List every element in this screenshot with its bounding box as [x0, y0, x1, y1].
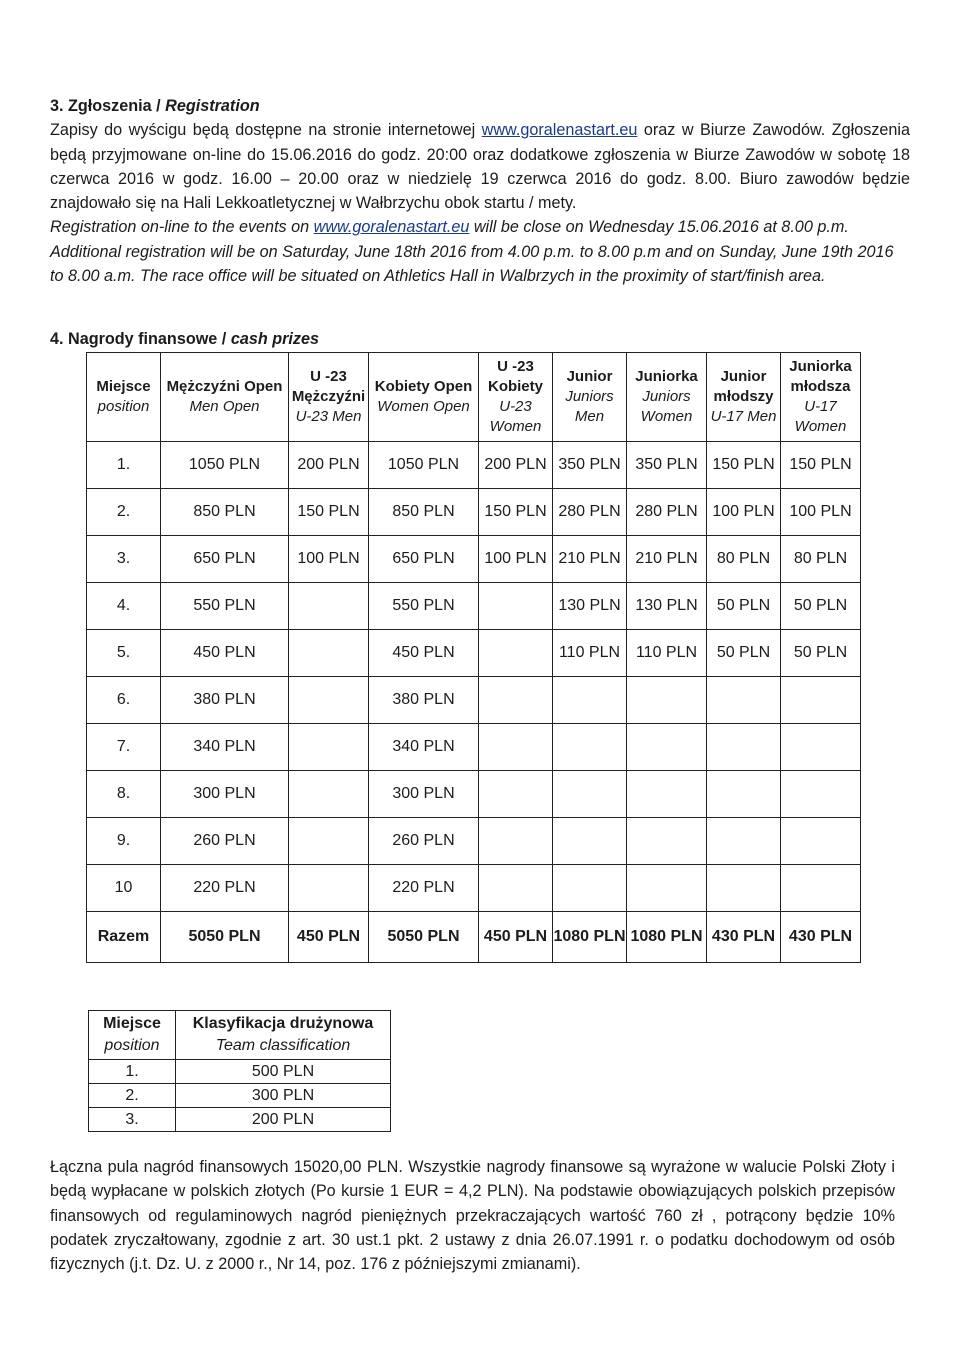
position-cell: 8.: [87, 771, 161, 818]
prize-cell: 550 PLN: [369, 583, 479, 630]
table-row: [87, 771, 861, 818]
team-row: [89, 1084, 391, 1108]
total-cell: 5050 PLN: [369, 912, 479, 963]
en-text-2: will be close on Wednesday 15.06.2016 at 8.00 p.m. Additional registration will be on Saturday, June 18th 2016 from 4.00 p.m. to 8.00 p.m and on Sunday, June 19th 2016 to 8.00 a.m. The race office will be situated on Athletics Hall in Walbrzych in the proximity of start/finish area.: [50, 218, 894, 286]
prize-cell: 260 PLN: [369, 818, 479, 865]
total-cell: 430 PLN: [781, 912, 861, 963]
prize-cell: [627, 865, 707, 912]
position-cell: 4.: [87, 583, 161, 630]
team-column-header: [176, 1011, 391, 1060]
cash-prizes-table: [86, 352, 861, 963]
column-header-en: U-17 Men: [710, 408, 777, 425]
position-cell: 5.: [87, 630, 161, 677]
position-cell: 1.: [87, 442, 161, 489]
registration-paragraph-pl: [50, 118, 910, 215]
prize-cell: 260 PLN: [161, 818, 289, 865]
team-position-cell: 1.: [89, 1060, 176, 1084]
prize-cell: [479, 630, 553, 677]
total-cell: 450 PLN: [479, 912, 553, 963]
prize-cell: [479, 677, 553, 724]
prize-cell: [627, 724, 707, 771]
position-cell: 10: [87, 865, 161, 912]
position-cell: 2.: [87, 489, 161, 536]
column-header-en: U-23 Women: [489, 398, 542, 435]
column-header-pl: U -23 Kobiety: [487, 358, 543, 395]
prize-cell: 850 PLN: [161, 489, 289, 536]
prize-cell: 100 PLN: [289, 536, 369, 583]
prize-cell: [627, 818, 707, 865]
prize-cell: 850 PLN: [369, 489, 479, 536]
team-row: [89, 1060, 391, 1084]
section-prizes-heading: [50, 330, 319, 349]
prize-cell: 1050 PLN: [161, 442, 289, 489]
column-header-en: U-23 Men: [295, 408, 362, 425]
prize-cell: [781, 677, 861, 724]
prize-cell: 380 PLN: [369, 677, 479, 724]
prize-cell: [553, 818, 627, 865]
column-header-en: Women Open: [377, 398, 470, 415]
prize-cell: [781, 865, 861, 912]
prize-cell: 450 PLN: [161, 630, 289, 677]
total-cell: 1080 PLN: [553, 912, 627, 963]
column-header: [87, 353, 161, 442]
prize-cell: 280 PLN: [553, 489, 627, 536]
section-registration-heading: [50, 94, 910, 118]
prize-cell: [553, 677, 627, 724]
column-header: [289, 353, 369, 442]
prize-cell: 340 PLN: [161, 724, 289, 771]
prize-pool-note: Łączna pula nagród finansowych 15020,00 PLN. Wszystkie nagrody finansowe są wyrażone w walucie Polski Złoty i będą wypłacane w polskich złotych (Po kursie 1 EUR = 4,2 PLN). Na podstawie obowiązujących polskich przepisów finansowych od regulaminowych nagród pieniężnych przekraczających wartość 760 zł , potrącony będzie 10% podatek zryczałtowany, zgodnie z art. 30 ust.1 pkt. 2 ustawy z dnia 26.07.1991 r. o podatku dochodowym od osób fizycznych (j.t. Dz. U. z 2000 r., Nr 14, poz. 176 z późniejszymi zmianami).: [50, 1158, 895, 1274]
table-row: [87, 818, 861, 865]
prize-cell: [781, 724, 861, 771]
team-row: [89, 1108, 391, 1132]
total-cell: 1080 PLN: [627, 912, 707, 963]
prize-cell: 350 PLN: [553, 442, 627, 489]
column-header-pl: Kobiety Open: [374, 378, 473, 395]
total-cell: 5050 PLN: [161, 912, 289, 963]
team-prize-cell: 200 PLN: [176, 1108, 391, 1132]
prize-cell: 110 PLN: [553, 630, 627, 677]
table-row: [87, 865, 861, 912]
pl-text-2: oraz w Biurze Zawodów. Zgłoszenia będą przyjmowane on-line do 15.06.2016 do godz. 20:00 oraz dodatkowe zgłoszenia w Biurze Zawodów w sobotę 18 czerwca 2016 w godz. 16.00 – 20.00 oraz w niedzielę 19 czerwca 2016 do godz. 8.00. Biuro zawodów będzie znajdowało się na Hali Lekkoatletycznej w Wałbrzychu obok startu / mety.: [50, 121, 911, 213]
prize-cell: 210 PLN: [627, 536, 707, 583]
prize-cell: 130 PLN: [553, 583, 627, 630]
column-header-en: position: [97, 398, 150, 415]
prize-cell: 340 PLN: [369, 724, 479, 771]
column-header-pl: Junior: [566, 368, 613, 385]
team-header-en: position: [104, 1037, 160, 1054]
prize-cell: [553, 865, 627, 912]
column-header-pl: Juniorka: [635, 368, 698, 385]
position-cell: 7.: [87, 724, 161, 771]
prize-cell: [479, 771, 553, 818]
team-header-pl: Miejsce: [103, 1015, 161, 1032]
prize-cell: 100 PLN: [479, 536, 553, 583]
pl-text-1: Zapisy do wyścigu będą dostępne na stronie internetowej: [50, 121, 476, 140]
column-header-pl: U -23 Mężczyźni: [291, 368, 366, 405]
table-row: [87, 489, 861, 536]
prize-cell: 150 PLN: [289, 489, 369, 536]
column-header-en: Juniors Men: [565, 388, 614, 425]
prize-cell: 280 PLN: [627, 489, 707, 536]
prize-cell: 220 PLN: [369, 865, 479, 912]
prize-cell: [553, 771, 627, 818]
prize-cell: [707, 865, 781, 912]
prize-cell: 650 PLN: [161, 536, 289, 583]
prize-cell: 200 PLN: [479, 442, 553, 489]
prize-cell: 150 PLN: [781, 442, 861, 489]
column-header-pl: Junior młodszy: [713, 368, 774, 405]
prize-cell: 130 PLN: [627, 583, 707, 630]
heading-pl: 3. Zgłoszenia /: [50, 97, 161, 115]
prize-cell: 210 PLN: [553, 536, 627, 583]
table-row: [87, 724, 861, 771]
prize-cell: [553, 724, 627, 771]
column-header: [479, 353, 553, 442]
team-header-pl: Klasyfikacja drużynowa: [192, 1015, 374, 1032]
table-row: [87, 583, 861, 630]
table-row: [87, 677, 861, 724]
column-header-en: Men Open: [189, 398, 260, 415]
table-header-row: [87, 353, 861, 442]
registration-paragraph-en: [50, 215, 910, 288]
prize-cell: 100 PLN: [781, 489, 861, 536]
team-position-cell: 3.: [89, 1108, 176, 1132]
heading-en: Registration: [165, 97, 260, 115]
table-row: [87, 630, 861, 677]
team-position-cell: 2.: [89, 1084, 176, 1108]
column-header: [161, 353, 289, 442]
column-header: [707, 353, 781, 442]
prize-cell: [781, 771, 861, 818]
prize-cell: 380 PLN: [161, 677, 289, 724]
total-label: Razem: [87, 912, 161, 963]
position-cell: 3.: [87, 536, 161, 583]
table-row: [87, 442, 861, 489]
team-header-row: [89, 1011, 391, 1060]
prize-cell: 110 PLN: [627, 630, 707, 677]
prize-cell: [289, 677, 369, 724]
prize-cell: 150 PLN: [479, 489, 553, 536]
prize-cell: [781, 818, 861, 865]
prize-cell: 150 PLN: [707, 442, 781, 489]
prize-cell: 450 PLN: [369, 630, 479, 677]
prize-cell: 50 PLN: [707, 583, 781, 630]
position-cell: 6.: [87, 677, 161, 724]
prize-cell: 1050 PLN: [369, 442, 479, 489]
column-header-en: U-17 Women: [794, 398, 847, 435]
prizes-heading-pl: 4. Nagrody finansowe /: [50, 330, 227, 348]
prize-cell: 300 PLN: [369, 771, 479, 818]
prize-cell: 350 PLN: [627, 442, 707, 489]
prize-cell: 300 PLN: [161, 771, 289, 818]
website-link-en[interactable]: www.goralenastart.eu: [313, 218, 470, 237]
prize-cell: [707, 677, 781, 724]
team-header-en: Team classification: [215, 1037, 351, 1054]
prize-cell: [289, 818, 369, 865]
prize-cell: 80 PLN: [707, 536, 781, 583]
prize-cell: 650 PLN: [369, 536, 479, 583]
prize-cell: 50 PLN: [707, 630, 781, 677]
prize-cell: [479, 724, 553, 771]
prize-cell: 200 PLN: [289, 442, 369, 489]
total-row: [87, 912, 861, 963]
column-header-pl: Juniorka młodsza: [789, 358, 852, 395]
prize-cell: [627, 771, 707, 818]
prize-cell: 50 PLN: [781, 630, 861, 677]
section-registration: [50, 94, 910, 288]
team-prize-cell: 300 PLN: [176, 1084, 391, 1108]
en-text-1: Registration on-line to the events on: [50, 218, 310, 237]
prize-cell: [289, 583, 369, 630]
total-cell: 450 PLN: [289, 912, 369, 963]
prize-cell: 220 PLN: [161, 865, 289, 912]
team-classification-table: [88, 1010, 391, 1132]
column-header: [369, 353, 479, 442]
prizes-heading-en: cash prizes: [230, 330, 319, 348]
prize-cell: 50 PLN: [781, 583, 861, 630]
position-cell: 9.: [87, 818, 161, 865]
column-header: [627, 353, 707, 442]
prize-cell: [707, 771, 781, 818]
prize-cell: [289, 771, 369, 818]
prize-cell: [707, 818, 781, 865]
table-row: [87, 536, 861, 583]
column-header: [553, 353, 627, 442]
total-cell: 430 PLN: [707, 912, 781, 963]
prize-cell: [479, 583, 553, 630]
column-header: [781, 353, 861, 442]
prize-cell: [479, 818, 553, 865]
prize-cell: 80 PLN: [781, 536, 861, 583]
website-link[interactable]: www.goralenastart.eu: [481, 121, 638, 140]
column-header-en: Juniors Women: [640, 388, 693, 425]
prize-cell: [289, 630, 369, 677]
prize-cell: [479, 865, 553, 912]
prize-cell: [289, 865, 369, 912]
team-prize-cell: 500 PLN: [176, 1060, 391, 1084]
column-header-pl: Miejsce: [96, 378, 151, 395]
prize-cell: 550 PLN: [161, 583, 289, 630]
column-header-pl: Mężczyźni Open: [166, 378, 283, 395]
prize-cell: [627, 677, 707, 724]
team-column-header: [89, 1011, 176, 1060]
prize-cell: 100 PLN: [707, 489, 781, 536]
prize-cell: [707, 724, 781, 771]
prize-cell: [289, 724, 369, 771]
